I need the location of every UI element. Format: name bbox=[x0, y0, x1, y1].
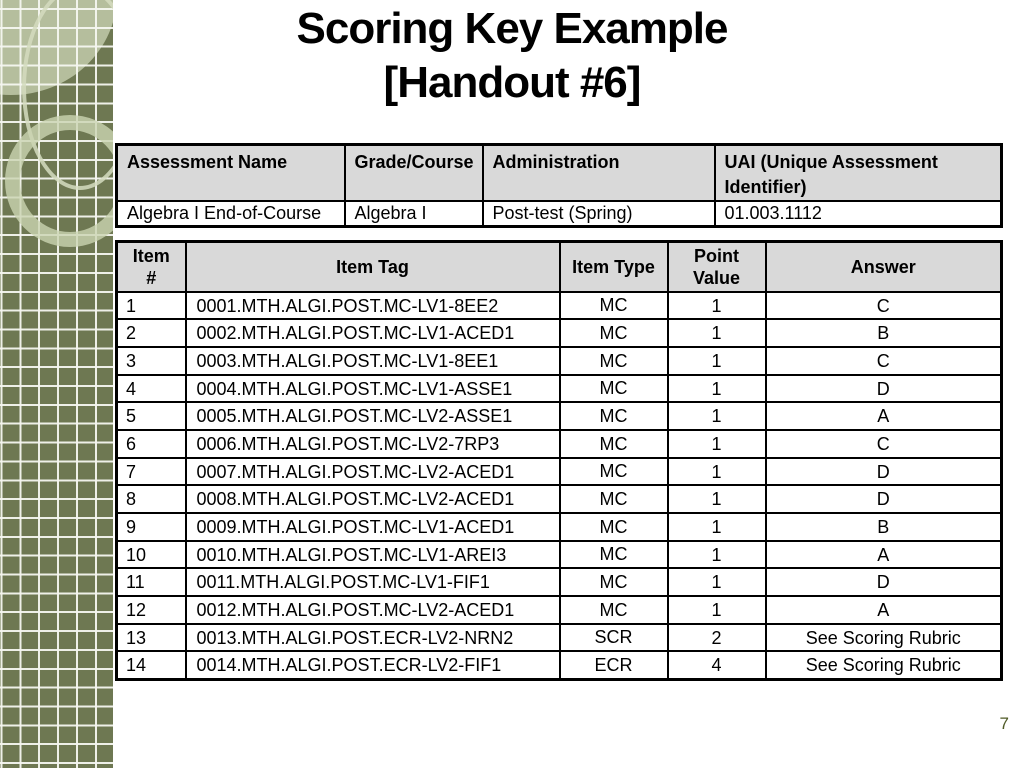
cell-answer: D bbox=[766, 458, 1002, 486]
cell-item-tag: 0001.MTH.ALGI.POST.MC-LV1-8EE2 bbox=[186, 292, 560, 320]
cell-answer: D bbox=[766, 568, 1002, 596]
scoring-key-table bbox=[115, 240, 1003, 681]
cell-item-number: 7 bbox=[117, 458, 186, 486]
header-answer: Answer bbox=[766, 242, 1002, 292]
cell-answer: See Scoring Rubric bbox=[766, 624, 1002, 652]
header-administration: Administration bbox=[483, 145, 715, 202]
cell-item-tag: 0014.MTH.ALGI.POST.ECR-LV2-FIF1 bbox=[186, 651, 560, 679]
table-row bbox=[117, 430, 1002, 458]
cell-item-tag: 0011.MTH.ALGI.POST.MC-LV1-FIF1 bbox=[186, 568, 560, 596]
table-row bbox=[117, 624, 1002, 652]
cell-item-number: 11 bbox=[117, 568, 186, 596]
cell-point-value: 1 bbox=[668, 541, 766, 569]
table-row bbox=[117, 596, 1002, 624]
cell-answer: C bbox=[766, 347, 1002, 375]
cell-item-type: MC bbox=[560, 430, 668, 458]
cell-item-type: SCR bbox=[560, 624, 668, 652]
header-assessment-name: Assessment Name bbox=[117, 145, 345, 202]
cell-point-value: 1 bbox=[668, 596, 766, 624]
page-number: 7 bbox=[999, 714, 1009, 733]
cell-item-tag: 0010.MTH.ALGI.POST.MC-LV1-AREI3 bbox=[186, 541, 560, 569]
header-point-value-label: Point Value bbox=[692, 245, 741, 288]
cell-answer: See Scoring Rubric bbox=[766, 651, 1002, 679]
cell-item-tag: 0002.MTH.ALGI.POST.MC-LV1-ACED1 bbox=[186, 319, 560, 347]
assessment-info-table bbox=[115, 143, 1003, 228]
cell-item-tag: 0005.MTH.ALGI.POST.MC-LV2-ASSE1 bbox=[186, 402, 560, 430]
cell-answer: A bbox=[766, 402, 1002, 430]
cell-item-number: 2 bbox=[117, 319, 186, 347]
cell-assessment-name: Algebra I End-of-Course bbox=[117, 201, 345, 226]
cell-answer: C bbox=[766, 292, 1002, 320]
assessment-data-row bbox=[117, 201, 1002, 226]
sidebar-decoration bbox=[0, 0, 113, 768]
table-row bbox=[117, 458, 1002, 486]
cell-item-type: MC bbox=[560, 568, 668, 596]
cell-item-type: MC bbox=[560, 541, 668, 569]
header-item-number-label: Item # bbox=[132, 245, 170, 288]
cell-item-number: 14 bbox=[117, 651, 186, 679]
header-uai: UAI (Unique Assessment Identifier) bbox=[715, 145, 1002, 202]
cell-item-number: 12 bbox=[117, 596, 186, 624]
cell-answer: C bbox=[766, 430, 1002, 458]
cell-item-type: MC bbox=[560, 513, 668, 541]
header-point-value bbox=[668, 242, 766, 292]
cell-item-type: MC bbox=[560, 375, 668, 403]
cell-item-tag: 0012.MTH.ALGI.POST.MC-LV2-ACED1 bbox=[186, 596, 560, 624]
cell-administration: Post-test (Spring) bbox=[483, 201, 715, 226]
cell-grade-course: Algebra I bbox=[345, 201, 483, 226]
slide-title bbox=[0, 2, 1024, 110]
cell-item-number: 10 bbox=[117, 541, 186, 569]
cell-item-type: MC bbox=[560, 319, 668, 347]
cell-item-tag: 0007.MTH.ALGI.POST.MC-LV2-ACED1 bbox=[186, 458, 560, 486]
cell-item-number: 4 bbox=[117, 375, 186, 403]
cell-item-type: MC bbox=[560, 347, 668, 375]
cell-point-value: 1 bbox=[668, 458, 766, 486]
table-row bbox=[117, 402, 1002, 430]
cell-uai: 01.003.1112 bbox=[715, 201, 1002, 226]
cell-point-value: 1 bbox=[668, 485, 766, 513]
cell-item-tag: 0006.MTH.ALGI.POST.MC-LV2-7RP3 bbox=[186, 430, 560, 458]
cell-point-value: 4 bbox=[668, 651, 766, 679]
assessment-header-row bbox=[117, 145, 1002, 202]
scoring-header-row bbox=[117, 242, 1002, 292]
cell-item-type: MC bbox=[560, 485, 668, 513]
cell-point-value: 1 bbox=[668, 430, 766, 458]
cell-point-value: 1 bbox=[668, 292, 766, 320]
cell-point-value: 1 bbox=[668, 402, 766, 430]
cell-point-value: 1 bbox=[668, 347, 766, 375]
cell-answer: D bbox=[766, 375, 1002, 403]
cell-item-number: 5 bbox=[117, 402, 186, 430]
cell-answer: A bbox=[766, 541, 1002, 569]
table-row bbox=[117, 485, 1002, 513]
cell-item-type: MC bbox=[560, 596, 668, 624]
cell-point-value: 1 bbox=[668, 513, 766, 541]
cell-item-tag: 0008.MTH.ALGI.POST.MC-LV2-ACED1 bbox=[186, 485, 560, 513]
cell-item-type: MC bbox=[560, 402, 668, 430]
header-grade-course: Grade/Course bbox=[345, 145, 483, 202]
cell-point-value: 1 bbox=[668, 319, 766, 347]
cell-answer: B bbox=[766, 513, 1002, 541]
cell-item-type: ECR bbox=[560, 651, 668, 679]
table-row bbox=[117, 541, 1002, 569]
cell-item-number: 13 bbox=[117, 624, 186, 652]
cell-item-number: 1 bbox=[117, 292, 186, 320]
cell-item-tag: 0003.MTH.ALGI.POST.MC-LV1-8EE1 bbox=[186, 347, 560, 375]
cell-point-value: 1 bbox=[668, 568, 766, 596]
cell-item-type: MC bbox=[560, 292, 668, 320]
cell-answer: D bbox=[766, 485, 1002, 513]
cell-point-value: 2 bbox=[668, 624, 766, 652]
cell-item-number: 3 bbox=[117, 347, 186, 375]
table-row bbox=[117, 292, 1002, 320]
cell-item-number: 8 bbox=[117, 485, 186, 513]
table-row bbox=[117, 347, 1002, 375]
cell-item-type: MC bbox=[560, 458, 668, 486]
cell-item-tag: 0004.MTH.ALGI.POST.MC-LV1-ASSE1 bbox=[186, 375, 560, 403]
slide-title-line1: Scoring Key Example bbox=[296, 4, 728, 53]
cell-item-tag: 0009.MTH.ALGI.POST.MC-LV1-ACED1 bbox=[186, 513, 560, 541]
header-item-number bbox=[117, 242, 186, 292]
header-item-type: Item Type bbox=[560, 242, 668, 292]
cell-answer: A bbox=[766, 596, 1002, 624]
cell-point-value: 1 bbox=[668, 375, 766, 403]
table-row bbox=[117, 651, 1002, 679]
table-row bbox=[117, 375, 1002, 403]
table-row bbox=[117, 513, 1002, 541]
table-row bbox=[117, 319, 1002, 347]
slide-title-line2: [Handout #6] bbox=[383, 58, 641, 107]
table-row bbox=[117, 568, 1002, 596]
cell-answer: B bbox=[766, 319, 1002, 347]
cell-item-number: 9 bbox=[117, 513, 186, 541]
cell-item-tag: 0013.MTH.ALGI.POST.ECR-LV2-NRN2 bbox=[186, 624, 560, 652]
cell-item-number: 6 bbox=[117, 430, 186, 458]
header-item-tag: Item Tag bbox=[186, 242, 560, 292]
